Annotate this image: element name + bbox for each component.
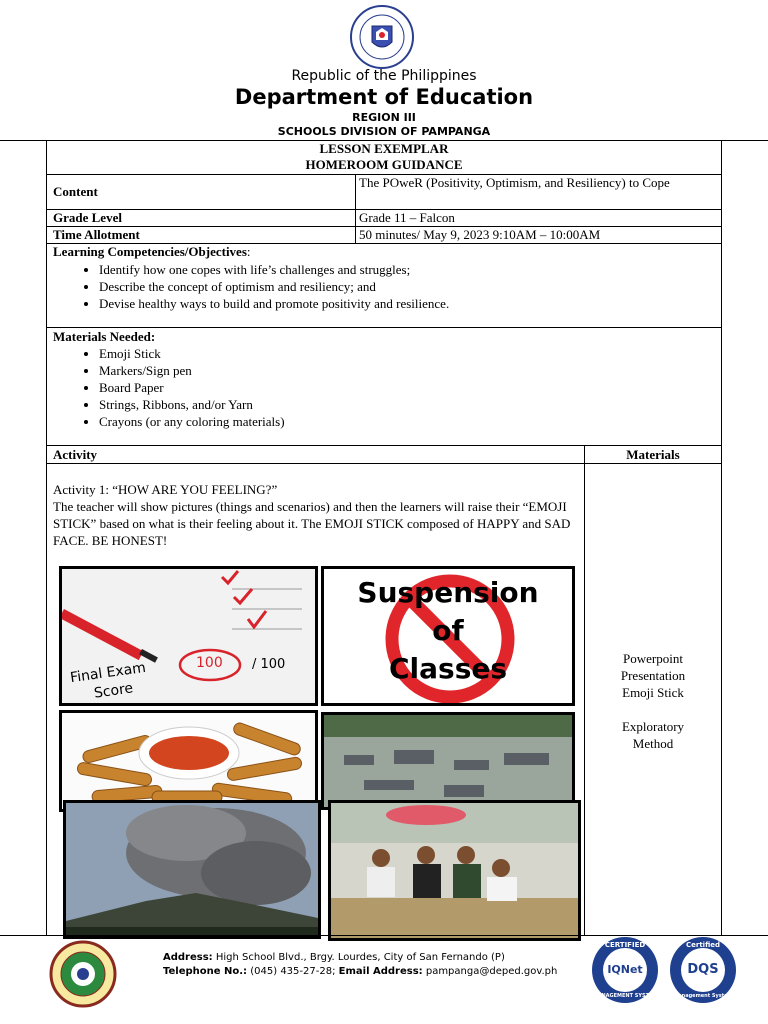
table-line: [46, 327, 722, 328]
activity-column-header: Activity: [53, 447, 98, 462]
materials-list: [53, 345, 759, 430]
time-allotment-label: Time Allotment: [53, 227, 140, 242]
address-value: High School Blvd., Brgy. Lourdes, City of San Fernando (P): [215, 952, 505, 963]
lesson-subtitle: HOMEROOM GUIDANCE: [305, 157, 463, 172]
list-item: • Emoji Stick: [99, 345, 759, 362]
grade-level-label: Grade Level: [53, 210, 122, 225]
content-label: Content: [53, 184, 98, 199]
table-line: [46, 445, 722, 446]
department-heading: Department of Education: [234, 85, 534, 109]
objectives-heading-text: Learning Competencies/Objectives: [53, 244, 247, 259]
exam-score: 100: [196, 655, 223, 671]
activity-title: Activity 1: “HOW ARE YOU FEELING?”: [53, 482, 278, 497]
activity-description: The teacher will show pictures (things and scenarios) and then the learners will raise their “EMOJI STICK” based on what is their feeling about it. The EMOJI STICK composed of HAPPY and SAD FACE. BE HONEST!: [53, 499, 571, 548]
time-allotment-value: 50 minutes/ May 9, 2023 9:10AM – 10:00AM: [359, 227, 601, 242]
suspension-of-classes-image: [321, 566, 575, 706]
cert-1-bottom-text: MANAGEMENT SYSTEM: [592, 993, 658, 999]
exam-total: / 100: [252, 657, 286, 672]
lesson-title: LESSON EXEMPLAR: [319, 141, 449, 156]
division-seal-logo: [46, 940, 120, 1008]
phone-value: (045) 435-27-28;: [250, 966, 336, 977]
suspension-text-3: Classes: [388, 652, 508, 685]
material-item: Method: [632, 736, 674, 751]
republic-heading: Republic of the Philippines: [291, 68, 477, 84]
email-label: Email Address:: [338, 966, 423, 977]
material-item: Powerpoint: [623, 651, 683, 666]
list-item: • Markers/Sign pen: [99, 362, 759, 379]
list-item: • Crayons (or any coloring materials): [99, 413, 759, 430]
division-heading: SCHOOLS DIVISION OF PAMPANGA: [277, 125, 491, 138]
volcano-eruption-image: [63, 800, 321, 939]
exam-text-1: Final Exam: [69, 659, 147, 687]
deped-seal-logo: [346, 4, 418, 70]
list-item: • Identify how one copes with life’s challenges and struggles;: [99, 261, 759, 278]
exam-text-2: Score: [93, 680, 135, 702]
list-item: • Board Paper: [99, 379, 759, 396]
list-item: • Strings, Ribbons, and/or Yarn: [99, 396, 759, 413]
lumpia-image: [59, 710, 318, 812]
address-label: Address:: [163, 952, 213, 963]
final-exam-image: [59, 566, 318, 706]
content-value: The POweR (Positivity, Optimism, and Resiliency) to Cope: [359, 175, 670, 190]
suspension-text-1: Suspension: [357, 576, 539, 609]
cert-1-top-text: CERTIFIED: [604, 941, 646, 949]
objectives-colon: :: [246, 244, 251, 259]
footer-contact-line: [163, 965, 593, 979]
objectives-heading: [53, 244, 251, 260]
footer-address-line: [163, 951, 593, 965]
materials-column-header: Materials: [626, 447, 680, 462]
region-heading: REGION III: [352, 111, 416, 124]
list-item: • Devise healthy ways to build and promote positivity and resilience.: [99, 295, 759, 312]
dqs-certification-badge: [668, 935, 738, 1005]
table-border-right: [721, 140, 722, 936]
material-spacer: [585, 701, 721, 718]
cert-1-mid-text: IQNet: [607, 963, 643, 976]
list-item: • Describe the concept of optimism and resiliency; and: [99, 278, 759, 295]
grade-level-value: Grade 11 – Falcon: [359, 210, 455, 225]
iqnet-certification-badge: [590, 935, 660, 1005]
objectives-list: [53, 261, 759, 312]
material-item: Exploratory: [621, 719, 685, 734]
materials-used: [585, 650, 721, 752]
flood-people-image: [328, 800, 581, 941]
suspension-text-2: of: [432, 614, 464, 647]
cert-2-bottom-text: Management System: [673, 993, 733, 999]
phone-label: Telephone No.:: [163, 966, 248, 977]
table-line: [355, 174, 356, 243]
materials-heading: Materials Needed:: [53, 329, 156, 344]
table-border-left: [46, 140, 47, 936]
cert-2-mid-text: DQS: [687, 962, 719, 977]
email-value: pampanga@deped.gov.ph: [425, 966, 558, 977]
material-item: Presentation: [620, 668, 686, 683]
cert-2-top-text: Certified: [685, 941, 721, 949]
flood-aerial-image: [321, 712, 575, 810]
material-item: Emoji Stick: [622, 685, 684, 700]
table-line: [46, 463, 722, 464]
